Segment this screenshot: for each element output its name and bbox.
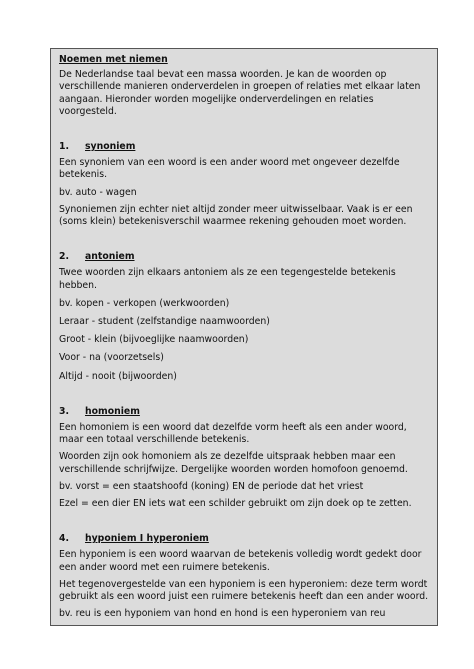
section-homoniem (59, 406, 430, 510)
paragraph: Woorden zijn ook homoniem als ze dezelfde uitspraak hebben maar een verschillende schrijfwijze. Dergelijke woorden worden homofoon genoemd. (59, 451, 408, 475)
paragraph: Een homoniem is een woord dat dezelfde vorm heeft als een ander woord, maar een totaal verschillende betekenis. (59, 422, 407, 446)
example-line: Voor - na (voorzetsels) (59, 352, 164, 364)
example-line: bv. auto - wagen (59, 186, 137, 198)
section-number: 4. (59, 533, 70, 545)
section-number: 1. (59, 141, 70, 153)
section-antoniem (59, 251, 430, 383)
example-line: Altijd - nooit (bijwoorden) (59, 370, 177, 382)
paragraph: Een synoniem van een woord is een ander woord met ongeveer dezelfde betekenis. (59, 157, 400, 181)
section-title: homoniem (85, 405, 140, 417)
example-line: bv. vorst = een staatshoofd (koning) EN de periode dat het vriest (59, 480, 364, 492)
section-title: hyponiem I hyperoniem (85, 533, 209, 545)
section-synoniem (59, 141, 430, 228)
section-heading (59, 406, 430, 418)
section-heading (59, 533, 430, 545)
example-line: Leraar - student (zelfstandige naamwoorden) (59, 316, 270, 328)
section-title: synoniem (85, 141, 136, 153)
section-title: antoniem (85, 251, 135, 263)
example-line: Groot - klein (bijvoeglijke naamwoorden) (59, 334, 249, 346)
example-line: Ezel = een dier EN iets wat een schilder gebruikt om zijn doek op te zetten. (59, 498, 412, 510)
section-heading (59, 251, 430, 263)
paragraph: Twee woorden zijn elkaars antoniem als ze een tegengestelde betekenis hebben. (59, 267, 396, 291)
section-hyponiem-hyperoniem (59, 533, 430, 620)
example-line: bv. reu is een hyponiem van hond en hond is een hyperoniem van reu (59, 608, 386, 620)
paragraph: Het tegenovergestelde van een hyponiem is een hyperoniem: deze term wordt gebruikt als een woord juist een ruimere betekenis heeft dan een ander woord. (59, 578, 429, 603)
intro-paragraph: De Nederlandse taal bevat een massa woorden. Je kan de woorden op verschillende manieren onderverdelen in groepen of relaties met elkaar laten aangaan. Hieronder worden mogelijke onderverdelingen en relaties voorgesteld. (59, 69, 421, 117)
section-heading (59, 141, 430, 153)
section-number: 3. (59, 405, 70, 417)
paragraph: Synoniemen zijn echter niet altijd zonder meer uitwisselbaar. Vaak is er een (soms klein) betekenisverschil waarmee rekening gehouden moet worden. (59, 203, 413, 228)
example-line: bv. kopen - verkopen (werkwoorden) (59, 297, 230, 309)
document-title: Noemen met niemen (59, 54, 168, 65)
paragraph: Een hyponiem is een woord waarvan de betekenis volledig wordt gedekt door een ander woord met een ruimere betekenis. (59, 549, 422, 573)
content-box (50, 48, 438, 626)
section-number: 2. (59, 251, 70, 263)
